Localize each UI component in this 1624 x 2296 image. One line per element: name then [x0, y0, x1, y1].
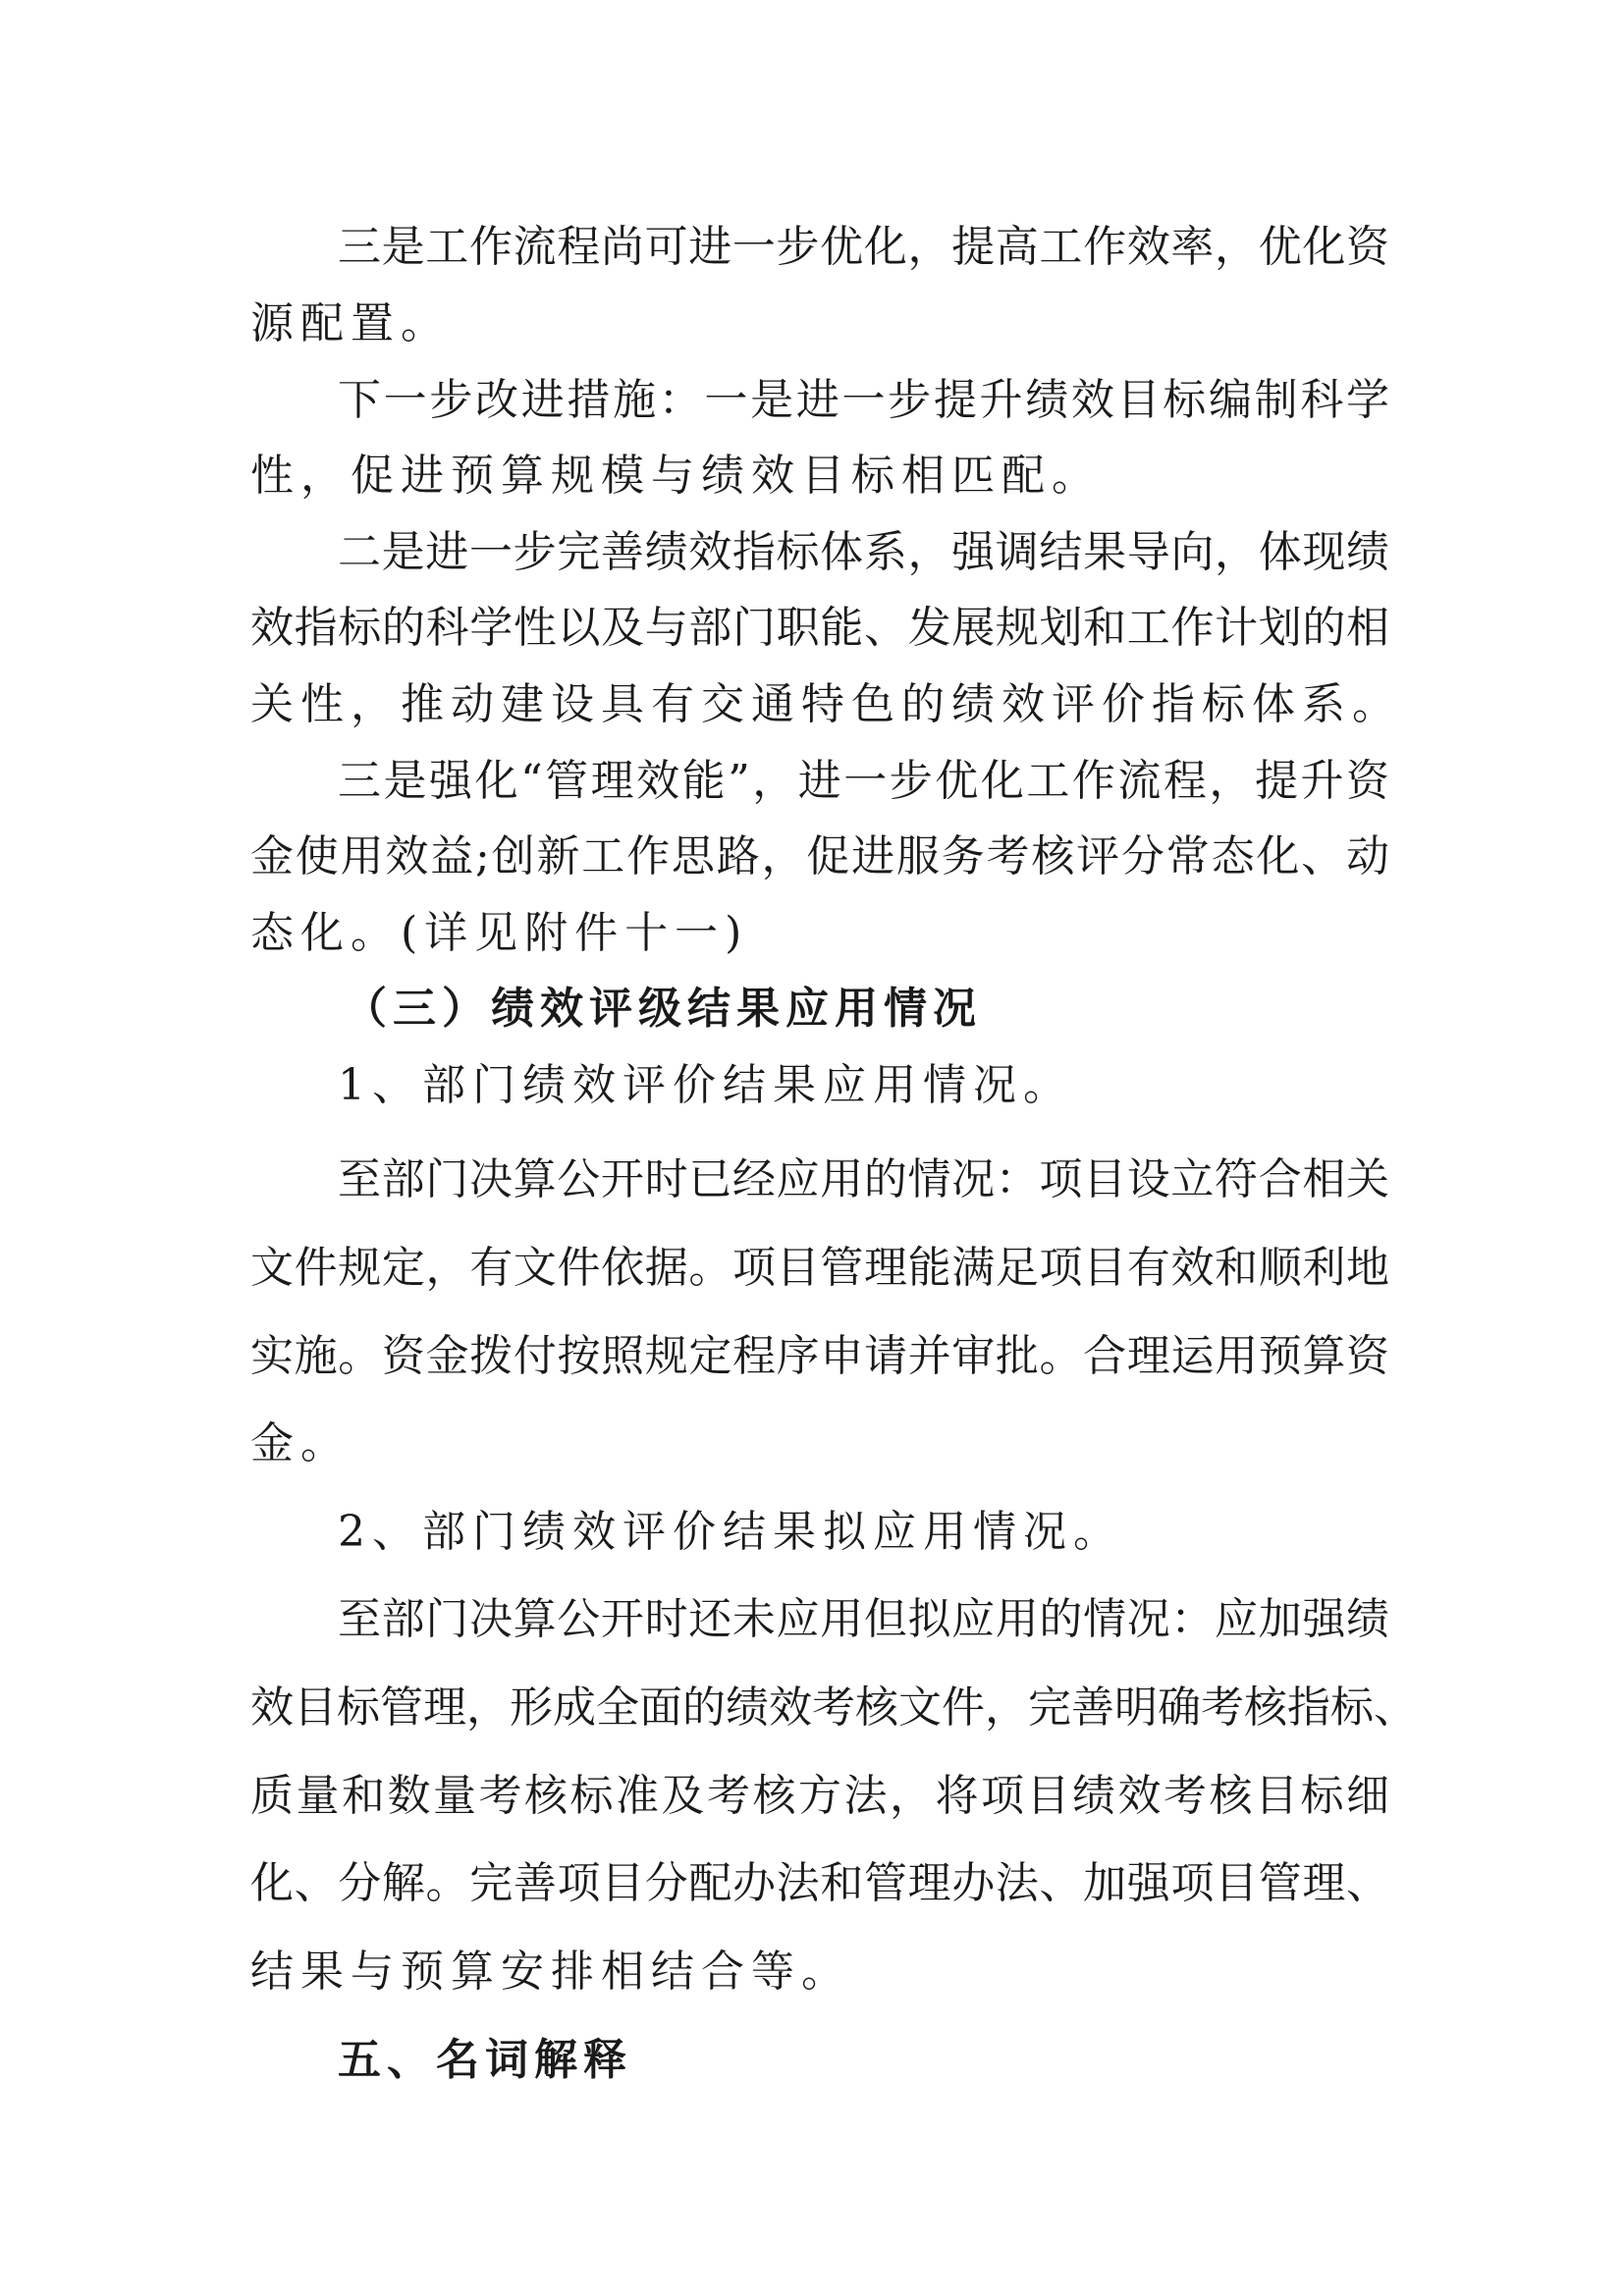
paragraph-line: 金使用效益;创新工作思路，促进服务考核评分常态化、动	[250, 831, 1389, 881]
paragraph-line: 2、部门绩效评价结果拟应用情况。	[338, 1507, 1123, 1557]
paragraph-line: 1、部门绩效评价结果应用情况。	[338, 1060, 1073, 1110]
paragraph-line: 金。	[250, 1418, 351, 1468]
paragraph-line: 关性，推动建设具有交通特色的绩效评价指标体系。	[250, 679, 1402, 729]
paragraph-line: 源配置。	[250, 298, 451, 348]
paragraph-line: 至部门决算公开时已经应用的情况：项目设立符合相关	[338, 1154, 1389, 1204]
paragraph-line: 三是强化“管理效能”，进一步优化工作流程，提升资	[338, 756, 1389, 806]
paragraph-line: 性，促进预算规模与绩效目标相匹配。	[250, 451, 1102, 501]
sub-heading: （三）绩效评级结果应用情况	[344, 984, 982, 1034]
paragraph-line: 化、分解。完善项目分配办法和管理办法、加强项目管理、	[250, 1858, 1389, 1908]
paragraph-line: 结果与预算安排相结合等。	[250, 1947, 851, 1997]
paragraph-line: 文件规定，有文件依据。项目管理能满足项目有效和顺利地	[250, 1243, 1389, 1293]
paragraph-line: 效指标的科学性以及与部门职能、发展规划和工作计划的相	[250, 603, 1389, 653]
paragraph-line: 态化。(详见附件十一)	[250, 908, 749, 958]
paragraph-line: 三是工作流程尚可进一步优化，提高工作效率，优化资	[338, 222, 1389, 272]
paragraph-line: 实施。资金拨付按照规定程序申请并审批。合理运用预算资	[250, 1331, 1389, 1381]
paragraph-line: 至部门决算公开时还未应用但拟应用的情况：应加强绩	[338, 1594, 1389, 1644]
paragraph-line: 下一步改进措施：一是进一步提升绩效目标编制科学	[338, 375, 1389, 425]
paragraph-line: 二是进一步完善绩效指标体系，强调结果导向，体现绩	[338, 527, 1389, 577]
section-heading: 五、名词解释	[338, 2035, 632, 2085]
paragraph-line: 质量和数量考核标准及考核方法，将项目绩效考核目标细	[250, 1771, 1389, 1821]
paragraph-line: 效目标管理，形成全面的绩效考核文件，完善明确考核指标、	[250, 1682, 1417, 1733]
